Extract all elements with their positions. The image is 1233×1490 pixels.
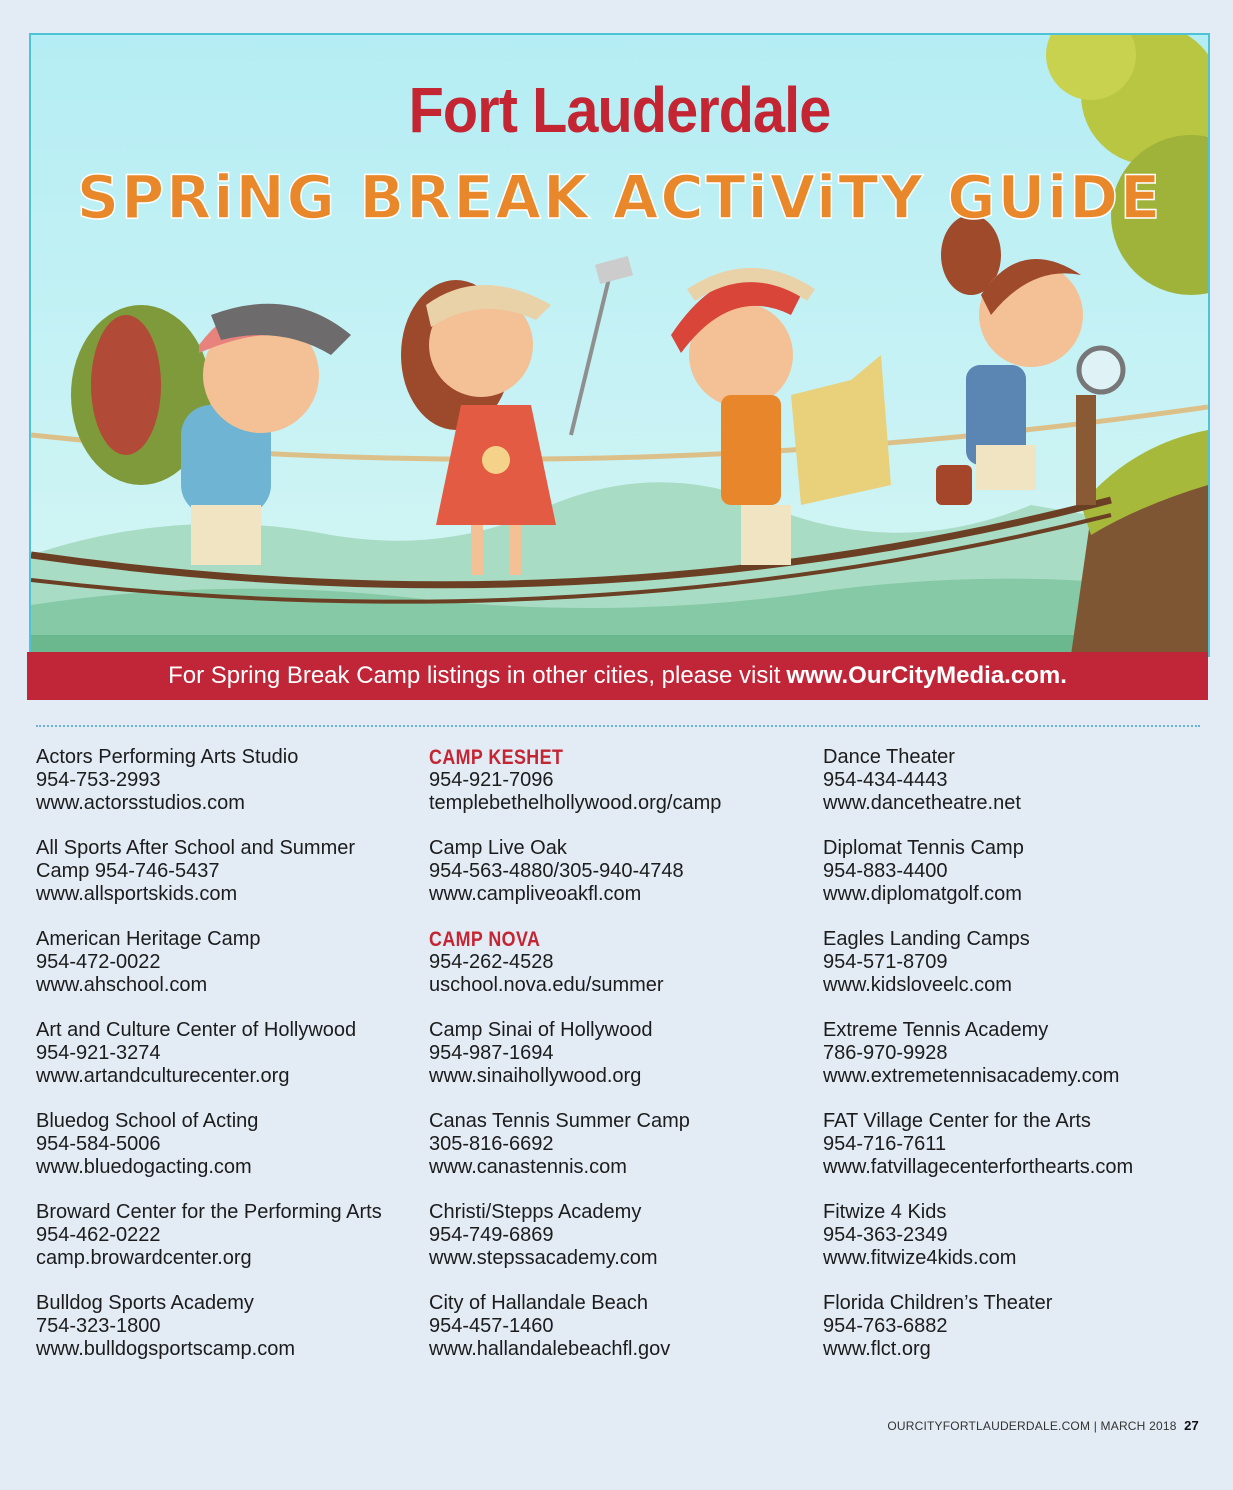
listing-phone: 954-753-2993 [36, 769, 161, 791]
listing-name: All Sports After School and Summer [36, 837, 356, 859]
listing-name: Art and Culture Center of Hollywood [36, 1019, 357, 1041]
listing-entry [823, 746, 1203, 815]
listing-url[interactable]: www.actorsstudios.com [36, 792, 245, 814]
listing-entry [36, 1292, 416, 1361]
listing-name: Camp Sinai of Hollywood [429, 1019, 653, 1041]
listing-name: Christi/Stepps Academy [429, 1201, 642, 1223]
listing-name: Actors Performing Arts Studio [36, 746, 299, 768]
listing-url[interactable]: www.flct.org [823, 1338, 931, 1360]
listing-phone: 954-716-7611 [823, 1133, 947, 1155]
listing-entry [429, 1292, 809, 1361]
listing-phone: 954-563-4880/305-940-4748 [429, 860, 684, 882]
listing-entry [823, 1019, 1203, 1088]
listing-entry [429, 746, 809, 815]
listing-url[interactable]: www.allsportskids.com [36, 883, 238, 905]
listing-url[interactable]: uschool.nova.edu/summer [429, 974, 664, 996]
guide-title: SPRiNG BREAK ACTiViTY GUiDE [76, 163, 1163, 233]
listing-phone: 954-457-1460 [429, 1315, 554, 1337]
listing-entry [36, 746, 416, 815]
listing-name: Bluedog School of Acting [36, 1110, 259, 1132]
listing-phone: 954-584-5006 [36, 1133, 161, 1155]
listing-url[interactable]: www.artandculturecenter.org [36, 1065, 290, 1087]
listing-entry [36, 928, 416, 997]
listing-entry [823, 1201, 1203, 1270]
listing-url[interactable]: www.kidsloveelc.com [823, 974, 1012, 996]
listing-url[interactable]: www.diplomatgolf.com [823, 883, 1022, 905]
listing-name: Camp Live Oak [429, 837, 567, 859]
listing-phone: 954-749-6869 [429, 1224, 554, 1246]
listing-phone: 954-363-2349 [823, 1224, 948, 1246]
footer-site: OURCITYFORTLAUDERDALE.COM | MARCH 2018 [887, 1419, 1177, 1433]
listing-name: City of Hallandale Beach [429, 1292, 649, 1314]
listing-phone: 954-262-4528 [429, 951, 554, 973]
listing-url[interactable]: www.stepssacademy.com [429, 1247, 658, 1269]
listing-phone: 754-323-1800 [36, 1315, 161, 1337]
banner [27, 652, 1208, 700]
listing-phone: 954-987-1694 [429, 1042, 554, 1064]
listing-entry [36, 837, 416, 906]
page-number: 27 [1184, 1418, 1199, 1433]
listing-url[interactable]: www.fatvillagecenterforthearts.com [823, 1156, 1134, 1178]
listing-name: Canas Tennis Summer Camp [429, 1110, 690, 1132]
listing-url[interactable]: www.hallandalebeachfl.gov [429, 1338, 671, 1360]
listing-name: Broward Center for the Performing Arts [36, 1201, 382, 1223]
listing-url[interactable]: camp.browardcenter.org [36, 1247, 252, 1269]
listing-url[interactable]: www.dancetheatre.net [823, 792, 1021, 814]
listing-name: CAMP NOVA [429, 928, 541, 951]
listing-name: CAMP KESHET [429, 746, 564, 769]
listing-url[interactable]: www.fitwize4kids.com [823, 1247, 1017, 1269]
listing-column-3 [823, 746, 1203, 1383]
listing-url[interactable]: www.sinaihollywood.org [429, 1065, 642, 1087]
listing-name: Dance Theater [823, 746, 955, 768]
listing-url[interactable]: www.ahschool.com [36, 974, 208, 996]
listing-name: American Heritage Camp [36, 928, 261, 950]
listing-entry [429, 1019, 809, 1088]
listing-phone: 786-970-9928 [823, 1042, 948, 1064]
listing-phone: Camp 954-746-5437 [36, 860, 220, 882]
listing-phone: 954-462-0222 [36, 1224, 161, 1246]
listing-name: Florida Children’s Theater [823, 1292, 1053, 1314]
listing-phone: 954-434-4443 [823, 769, 948, 791]
listing-name: Bulldog Sports Academy [36, 1292, 254, 1314]
listing-url[interactable]: templebethelhollywood.org/camp [429, 792, 722, 814]
listing-entry [823, 1292, 1203, 1361]
listing-phone: 954-571-8709 [823, 951, 948, 973]
listing-name: Extreme Tennis Academy [823, 1019, 1049, 1041]
guide-title-city: Fort Lauderdale [408, 74, 831, 146]
listing-url[interactable]: www.extremetennisacademy.com [823, 1065, 1120, 1087]
listing-entry [36, 1019, 416, 1088]
listing-column-2 [429, 746, 809, 1383]
listing-name: Fitwize 4 Kids [823, 1201, 947, 1223]
listing-name: FAT Village Center for the Arts [823, 1110, 1091, 1132]
listing-url[interactable]: www.canastennis.com [429, 1156, 627, 1178]
banner-text: For Spring Break Camp listings in other cities, please visit [168, 662, 781, 689]
listing-url[interactable]: www.campliveoakfl.com [429, 883, 642, 905]
listing-entry [823, 1110, 1203, 1179]
listing-phone: 305-816-6692 [429, 1133, 554, 1155]
listing-entry [36, 1201, 416, 1270]
listing-entry [429, 1201, 809, 1270]
listing-name: Diplomat Tennis Camp [823, 837, 1024, 859]
listing-column-1 [36, 746, 416, 1383]
listing-phone: 954-472-0022 [36, 951, 161, 973]
listing-name: Eagles Landing Camps [823, 928, 1030, 950]
listing-entry [429, 1110, 809, 1179]
hero-illustration [29, 33, 1210, 657]
page-footer [887, 1418, 1199, 1433]
section-divider [36, 725, 1200, 727]
listing-entry [429, 928, 809, 997]
listing-entry [36, 1110, 416, 1179]
listing-url[interactable]: www.bluedogacting.com [36, 1156, 252, 1178]
listing-phone: 954-921-3274 [36, 1042, 161, 1064]
listing-phone: 954-883-4400 [823, 860, 948, 882]
listing-phone: 954-921-7096 [429, 769, 554, 791]
listing-url[interactable]: www.bulldogsportscamp.com [36, 1338, 295, 1360]
listing-phone: 954-763-6882 [823, 1315, 948, 1337]
listing-entry [823, 928, 1203, 997]
listing-entry [823, 837, 1203, 906]
banner-link[interactable]: www.OurCityMedia.com. [786, 662, 1067, 689]
listing-entry [429, 837, 809, 906]
